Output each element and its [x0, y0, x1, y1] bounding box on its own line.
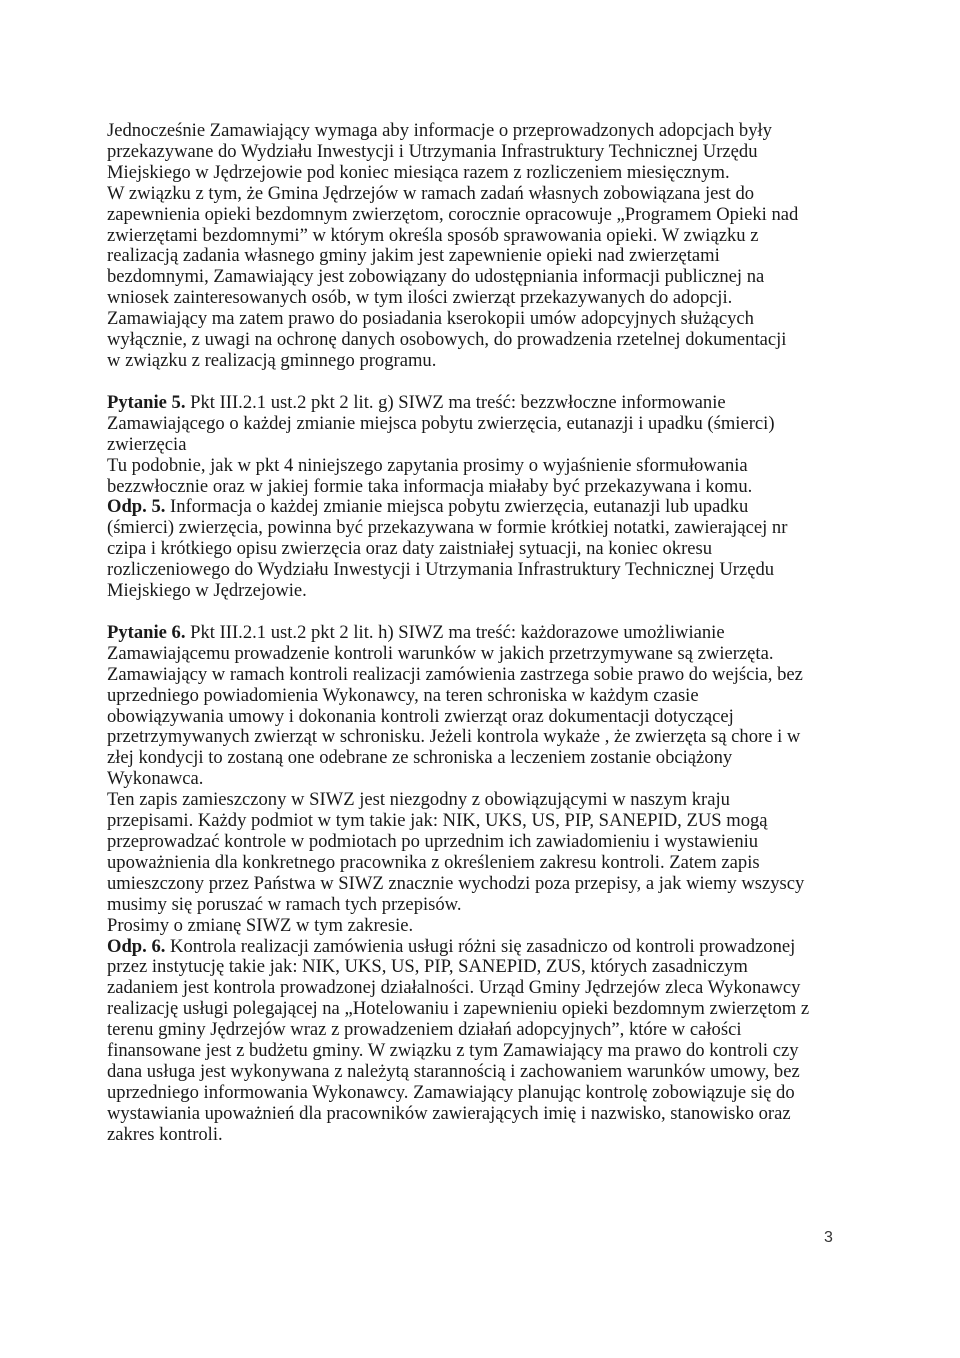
text-line: finansowane jest z budżetu gminy. W związku z tym Zamawiający ma prawo do kontroli czy	[107, 1040, 799, 1062]
text-line: czipa i krótkiego opisu zwierzęcia oraz daty zaistniałej sytuacji, na koniec okresu	[107, 538, 713, 560]
text-line: Miejskiego w Jędrzejowie pod koniec miesiąca razem z rozliczeniem miesięcznym.	[107, 161, 730, 183]
question-5	[107, 393, 852, 498]
paragraph-gap	[107, 602, 852, 623]
question-text: Pkt III.2.1 ust.2 pkt 2 lit. h) SIWZ ma treść: każdorazowe umożliwianie	[185, 621, 725, 643]
answer-label: Odp. 5.	[107, 496, 166, 518]
text-line: bezdomnymi, Zamawiający jest zobowiązany do udostępniania informacji publicznej na	[107, 266, 765, 288]
text-line	[107, 623, 852, 644]
text-line: przekazywane do Wydziału Inwestycji i Utrzymania Infrastruktury Technicznej Urzędu	[107, 140, 758, 162]
text-line: bezzwłocznie oraz w jakiej formie taka informacja miałaby być przekazywana i komu.	[107, 475, 753, 497]
text-line: Zamawiający w ramach kontroli realizacji zamówienia zastrzega sobie prawo do wejścia, bez	[107, 663, 803, 685]
text-line: realizację usługi polegającej na „Hotelowaniu i zapewnieniu opieki bezdomnym zwierzętom z	[107, 998, 810, 1020]
text-line: Ten zapis zamieszczony w SIWZ jest niezgodny z obowiązującymi w naszym kraju	[107, 789, 730, 811]
question-label: Pytanie 5.	[107, 391, 186, 413]
answer-text: Informacja o każdej zmianie miejsca pobytu zwierzęcia, eutanazji lub upadku	[165, 496, 749, 518]
text-line: musimy się poruszać w ramach tych przepisów.	[107, 893, 462, 915]
intro-paragraph	[107, 121, 852, 372]
text-line: zakres kontroli.	[107, 1123, 223, 1145]
text-line: dana usługa jest wykonywana z należytą starannością i zachowaniem warunków umowy, bez	[107, 1060, 800, 1082]
text-line: uprzedniego powiadomienia Wykonawcy, na teren schroniska w każdym czasie	[107, 684, 699, 706]
text-line: uprzedniego informowania Wykonawcy. Zamawiający planując kontrolę zobowiązuje się do	[107, 1081, 795, 1103]
answer-6	[107, 937, 852, 1146]
text-line: złej kondycji to zostaną one odebrane ze schroniska a leczeniem zostanie obciążony	[107, 747, 733, 769]
text-line: terenu gminy Jędrzejów wraz z prowadzeniem działań adopcyjnych”, które w całości	[107, 1019, 742, 1041]
text-line: Zamawiający ma zatem prawo do posiadania kserokopii umów adopcyjnych służących	[107, 308, 754, 330]
text-line: W związku z tym, że Gmina Jędrzejów w ramach zadań własnych zobowiązana jest do	[107, 182, 755, 204]
text-line: przetrzymywanych zwierząt w schronisku. Jeżeli kontrola wykaże , że zwierzęta są chore i w	[107, 726, 801, 748]
text-line: Zamawiającego o każdej zmianie miejsca pobytu zwierzęcia, eutanazji i upadku (śmierci)	[107, 412, 775, 434]
text-line: wniosek zainteresowanych osób, w tym ilości zwierząt przekazywanych do adopcji.	[107, 287, 733, 309]
question-text: Pkt III.2.1 ust.2 pkt 2 lit. g) SIWZ ma treść: bezzwłoczne informowanie	[185, 391, 726, 413]
text-line: wystawiania upoważnień dla pracowników zawierających imię i nazwisko, stanowisko oraz	[107, 1102, 791, 1124]
text-line	[107, 937, 852, 958]
text-line: Tu podobnie, jak w pkt 4 niniejszego zapytania prosimy o wyjaśnienie sformułowania	[107, 454, 748, 476]
question-label: Pytanie 6.	[107, 621, 186, 643]
text-line: zwierzęcia	[107, 433, 187, 455]
text-line	[107, 393, 852, 414]
text-line: obowiązywania umowy i dokonania kontroli zwierząt oraz dokumentacji dotyczącej	[107, 705, 734, 727]
text-line: umieszczony przez Państwa w SIWZ znacznie wychodzi poza przepisy, a jak wiemy wszyscy	[107, 872, 805, 894]
answer-text: Kontrola realizacji zamówienia usługi różni się zasadniczo od kontroli prowadzonej	[165, 935, 796, 957]
text-line: Jednocześnie Zamawiający wymaga aby informacje o przeprowadzonych adopcjach były	[107, 120, 772, 141]
text-line: (śmierci) zwierzęcia, powinna być przekazywana w formie krótkiej notatki, zawierającej nr	[107, 517, 788, 539]
text-line: w związku z realizacją gminnego programu.	[107, 349, 437, 371]
text-line: Wykonawca.	[107, 768, 204, 790]
text-line: Miejskiego w Jędrzejowie.	[107, 580, 307, 602]
paragraph-gap	[107, 372, 852, 393]
text-line	[107, 497, 852, 518]
text-line: upoważnienia dla konkretnego pracownika z określeniem zakresu kontroli. Zatem zapis	[107, 851, 760, 873]
text-line: rozliczeniowego do Wydziału Inwestycji i Utrzymania Infrastruktury Technicznej Urzędu	[107, 559, 775, 581]
document-body	[107, 121, 852, 1146]
text-line: Prosimy o zmianę SIWZ w tym zakresie.	[107, 914, 414, 936]
text-line: zapewnienia opieki bezdomnym zwierzętom, corocznie opracowuje „Programem Opieki nad	[107, 203, 799, 225]
text-line: przeprowadzać kontrole w podmiotach po uprzednim ich zawiadomieniu i wystawieniu	[107, 831, 759, 852]
answer-5	[107, 497, 852, 602]
text-line: zadaniem jest kontrola prowadzonej działalności. Urząd Gminy Jędrzejów zleca Wykonawcy	[107, 977, 801, 999]
answer-label: Odp. 6.	[107, 935, 166, 957]
page-number: 3	[824, 1229, 833, 1246]
text-line: przepisami. Każdy podmiot w tym takie jak: NIK, UKS, US, PIP, SANEPID, ZUS mogą	[107, 810, 768, 832]
text-line: zwierzętami bezdomnymi” w którym określa sposób sprawowania opieki. W związku z	[107, 224, 759, 246]
text-line: Zamawiającemu prowadzenie kontroli warunków w jakich przetrzymywane są zwierzęta.	[107, 642, 774, 664]
text-line: wyłącznie, z uwagi na ochronę danych osobowych, do prowadzenia rzetelnej dokumentacji	[107, 329, 787, 351]
text-line: przez instytucję takie jak: NIK, UKS, US, PIP, SANEPID, ZUS, których zasadniczym	[107, 956, 748, 978]
question-6	[107, 623, 852, 937]
text-line: realizacją zadania własnego gminy jakim jest zapewnienie opieki nad zwierzętami	[107, 245, 720, 267]
